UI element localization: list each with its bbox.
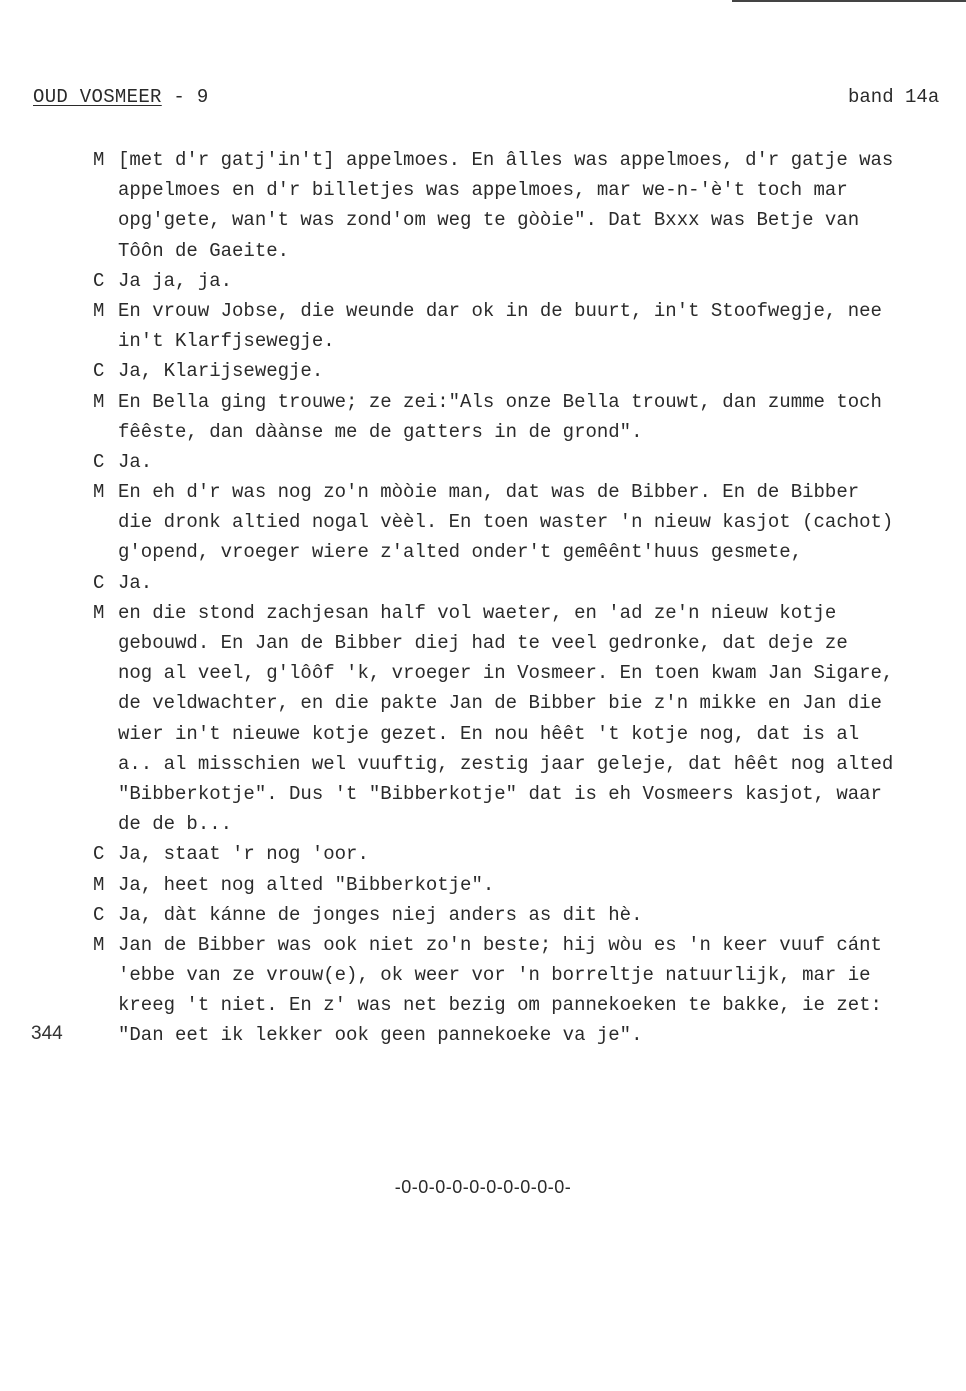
transcript-line	[0, 537, 966, 567]
speaker-label: C	[93, 843, 105, 866]
speaker-label: C	[93, 903, 105, 926]
line-text: En Bella ging trouwe; ze zei:"Als onze Bella trouwt, dan zumme toch	[118, 390, 882, 413]
margin-number: 344	[31, 1023, 63, 1044]
speaker-label: C	[93, 571, 105, 594]
line-text: Ja ja, ja.	[118, 269, 233, 292]
transcript-line	[0, 205, 966, 235]
transcript-line	[0, 507, 966, 537]
line-text: in't Klarfjsewegje.	[118, 330, 335, 353]
line-text: nog al veel, g'lôôf 'k, vroeger in Vosmeer. En toen kwam Jan Sigare,	[118, 662, 894, 685]
transcript-line	[0, 870, 966, 900]
transcript-line	[0, 839, 966, 869]
transcript-line	[0, 900, 966, 930]
line-text: Ja, staat 'r nog 'oor.	[118, 843, 369, 866]
line-text: "Dan eet ik lekker ook geen pannekoeke va je".	[118, 1024, 643, 1047]
line-text: g'opend, vroeger wiere z'alted onder't gemêênt'huus gesmete,	[118, 541, 803, 564]
transcript-line	[0, 809, 966, 839]
line-text: die dronk altied nogal vèèl. En toen waster 'n nieuw kasjot (cachot)	[118, 511, 894, 534]
speaker-label: M	[93, 873, 105, 896]
line-text: kreeg 't niet. En z' was net bezig om pannekoeken te bakke, ie zet:	[118, 994, 882, 1017]
line-text: gebouwd. En Jan de Bibber diej had te veel gedronke, dat deje ze	[118, 632, 848, 654]
speaker-label: M	[93, 601, 105, 624]
transcript-line	[0, 990, 966, 1020]
speaker-label: M	[93, 149, 105, 171]
transcript-line	[0, 688, 966, 718]
end-marker: -0-0-0-0-0-0-0-0-0-0-	[394, 1177, 572, 1197]
transcript-line	[0, 960, 966, 990]
transcript-line	[0, 387, 966, 417]
line-text: de de b...	[118, 813, 233, 836]
speaker-label: M	[93, 933, 105, 956]
speaker-label: M	[93, 481, 105, 504]
transcript-line	[0, 749, 966, 779]
line-text: Ja, dàt kánne de jonges niej anders as dit hè.	[118, 903, 643, 926]
transcript-line	[0, 296, 966, 326]
transcript-line	[0, 236, 966, 266]
line-text: opg'gete, wan't was zond'om weg te gòòie". Dat Bxxx was Betje van	[118, 209, 860, 232]
line-text: appelmoes en d'r billetjes was appelmoes, mar we-n-'è't toch mar	[118, 179, 848, 202]
speaker-label: C	[93, 360, 105, 383]
transcript-line	[0, 175, 966, 205]
transcript-line	[0, 356, 966, 386]
transcript-line	[0, 417, 966, 447]
line-text: Tôôn de Gaeite.	[118, 239, 290, 262]
transcript-line	[0, 477, 966, 507]
transcript-line	[0, 719, 966, 749]
line-text: de veldwachter, en die pakte Jan de Bibber bie z'n mikke en Jan die	[118, 692, 882, 715]
line-text: wier in't nieuwe kotje gezet. En nou hêêt 't kotje nog, dat is al	[118, 722, 860, 745]
transcript-line	[0, 1020, 966, 1050]
line-text: [met d'r gatj'in't] appelmoes. En âlles was appelmoes, d'r gatje was	[118, 149, 894, 171]
transcript-line	[0, 779, 966, 809]
line-text: a.. al misschien wel vuuftig, zestig jaar geleje, dat hêêt nog alted	[118, 752, 894, 775]
band-label: band 14a	[848, 86, 940, 108]
top-edge-rule	[732, 0, 966, 2]
transcript-line	[0, 598, 966, 628]
transcript-line	[0, 930, 966, 960]
line-text: en die stond zachjesan half vol waeter, en 'ad ze'n nieuw kotje	[118, 601, 837, 624]
document-title: OUD VOSMEER	[33, 86, 162, 108]
speaker-label: M	[93, 299, 105, 322]
line-text: Ja.	[118, 571, 153, 594]
line-text: "Bibberkotje". Dus 't "Bibberkotje" dat is eh Vosmeers kasjot, waar	[118, 782, 882, 805]
line-text: Ja.	[118, 450, 153, 473]
line-text: Ja, Klarijsewegje.	[118, 360, 324, 383]
transcript-line	[0, 326, 966, 356]
transcript-line	[0, 447, 966, 477]
speaker-label: C	[93, 269, 105, 292]
speaker-label: C	[93, 450, 105, 473]
page-header-title	[33, 86, 209, 108]
transcript-line	[0, 658, 966, 688]
line-text: 'ebbe van ze vrouw(e), ok weer vor 'n borreltje natuurlijk, mar ie	[118, 964, 871, 987]
transcript-body	[0, 145, 966, 1051]
speaker-label: M	[93, 390, 105, 413]
line-text: En eh d'r was nog zo'n mòòie man, dat was de Bibber. En de Bibber	[118, 481, 860, 504]
page-number: - 9	[161, 86, 209, 108]
transcript-line	[0, 145, 966, 175]
transcript-line	[0, 628, 966, 658]
transcript-line	[0, 568, 966, 598]
line-text: fêêste, dan dàànse me de gatters in de grond".	[118, 420, 643, 443]
line-text: Ja, heet nog alted "Bibberkotje".	[118, 873, 495, 896]
line-text: Jan de Bibber was ook niet zo'n beste; hij wòu es 'n keer vuuf cánt	[118, 933, 882, 956]
line-text: En vrouw Jobse, die weunde dar ok in de buurt, in't Stoofwegje, nee	[118, 299, 882, 322]
transcript-line	[0, 266, 966, 296]
